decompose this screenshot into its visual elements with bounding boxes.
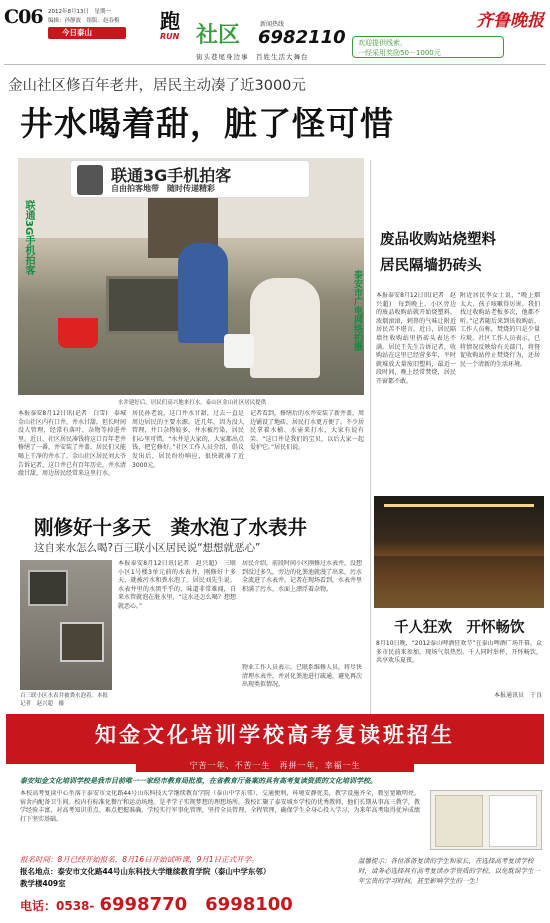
ad-registration-time: 报名时间：8月已经开始报名，8月16日开始试听课，9月1日正式开学。 [20, 855, 259, 864]
side-tag-right: 泰安市广电网络拍摄 [352, 270, 362, 351]
story4-photo [374, 496, 544, 608]
story1-photo-caption: 水井建好后，居民们高兴地来打水。泰山区金山社区居民提供 [117, 400, 267, 406]
run-label: 跑 [160, 9, 180, 33]
photo-red-bucket [58, 318, 98, 348]
community-title: 社区 [196, 23, 241, 48]
story4-headline: 千人狂欢 开怀畅饮 [394, 620, 525, 636]
page-number: C06 [4, 6, 43, 28]
photo-crowd [374, 556, 544, 608]
photo-meter-pit-1 [28, 570, 68, 606]
reward-box [352, 36, 504, 58]
story3-body-a: 本报泰安8月12日讯(记者 赵兴超) 三联小区1号楼3单元前的水表井，刚修好十多天，就被污水和粪水泡了。居民刘先生说，水表井里的水黑乎乎的，味道非常难闻，自来水管就泡在脏水里，“这水还怎么喝？想想就恶心。” [118, 560, 236, 610]
masthead-rule [4, 64, 546, 65]
story2-subhead: 居民隔墙扔砖头 [380, 258, 482, 274]
ad-phone [20, 890, 350, 915]
editor-line: 编辑：孙静波 组版：赵春梅 [48, 18, 120, 24]
side-tag-left: 联通3G手机拍客 [23, 200, 34, 276]
hotline-label: 新闻热线 [260, 21, 285, 28]
right-column-rule [370, 160, 371, 720]
story4-caption: 8月10日晚，“2012泰山啤酒狂欢节”在泰山啤酒广场开幕，众多市民前来参加，现场气氛热烈。千人同时举杯，开怀畅饮，共享欢乐夏夜。 [376, 640, 542, 665]
ad-body: 本校高考复读中心坐落于泰安市文化路44号山东科技大学继续教育学院（泰山中学东邻），交通便利，环境安静优美，教学设施齐全，教室宽敞明亮，宿舍内配备卫生间。校内有标准化餐厅和运动场地。是孝学子实现梦想的理想场所。我校汇聚了泰安城乡学校的优秀教师，他们长期从事高三教学，教学经验丰富，对高考知识重点、难点把握准确。学校实行军事化管理，坚持全员管理、全程管理，确保学生全身心投入学习，为来年高考取得优异成绩打下坚实基础。 [20, 790, 420, 823]
story3-body-b: 居民介绍，前段时间小区刚修过水表井，没想到没过多久，旁边的化粪池就漫了出来，污水全流进了水表井。记者在现场看到，水表井里积满了污水，水面上漂浮着杂物。 [242, 560, 362, 593]
story3-body-c: 物业工作人员表示，已联系维修人员，将尽快清理水表井，并对化粪池进行疏通，避免再次出现类似情况。 [242, 664, 362, 689]
ad-phone-numbers: 6998770 6998100 [99, 894, 293, 915]
photo-lights [384, 504, 534, 507]
story3-photo [20, 560, 112, 690]
story1-headline: 井水喝着甜，脏了怪可惜 [20, 104, 394, 143]
story1-body-col1: 本报泰安8月12日讯(记者 白雪) 泰城金山社区内有口井，井水甘甜，但长时间没人管理，经常有落叶、杂物等掉进井里。近日，社区居民凑钱将这口百年老井修缮了一番，并安装了井盖，居民们又能喝上干净的井水了。金山社区居民刘大爷告诉记者，这口井已有百年历史，井水清澈甘甜，周边居民经常来这里打水。 [18, 410, 126, 478]
reward-line-2: 一经采用奖励50－1000元 [358, 49, 441, 57]
photo-meter-pit-2 [60, 622, 104, 662]
masthead-slogan: 街头巷尾身边事 百姓生活大舞台 [196, 53, 309, 61]
hotline-number: 6982110 [258, 27, 346, 48]
story1-kicker: 金山社区修百年老井，居民主动凑了近3000元 [8, 78, 306, 94]
unicom-phone-icon [77, 165, 103, 195]
story1-body-col2: 居民孙老说，这口井水甘甜，过去一直是周边居民的主要水源。近几年，因为没人管理，井口杂物较多，井水被污染，居民们心里可惜。“水井是大家的，大家都出点钱，把它修好。”社区工作人员介绍，倡议发出后，居民纷纷响应，很快就凑了近3000元。 [132, 410, 244, 469]
ad-slogan: 宁苦一年、不苦一生 再拼一年，幸福一生 [136, 760, 414, 772]
ad-title: 知金文化培训学校高考复读班招生 [95, 722, 455, 747]
story2-headline: 废品收购站烧塑料 [380, 232, 496, 248]
section-tag [48, 27, 126, 39]
unicom-banner-title: 联通3G手机拍客 [111, 166, 232, 185]
ad-banner [6, 714, 544, 764]
story3-headline: 刚修好十多天 粪水泡了水表井 [34, 516, 308, 539]
brand-logo: 齐鲁晚报 [476, 11, 544, 31]
certificate-left [435, 795, 483, 847]
photo-person-right [250, 278, 320, 378]
certificate-right [489, 795, 537, 847]
story2-body-b: 附近居民李女士说，“晚上烟太大，孩子咳嗽得厉害。我们找过收购站老板多次，他都不听。”记者随后来到该收购站，工作人员称，焚烧的只是少量垃圾。社区工作人员表示，已将情况反映给有关部门，将督促收购站停止焚烧行为，还居民一个清新的生活环境。 [460, 292, 540, 368]
ad-intro: 泰安知金文化培训学校是我市目前唯一一家经市教育局批准，在省教育厅备案的具有高考复读资质的文化培训学校。 [20, 777, 377, 785]
ad-certificate-image [430, 790, 542, 850]
run-en: RUN [160, 32, 180, 41]
unicom-banner [70, 160, 310, 198]
ad-registration-room: 教学楼409室 [20, 879, 66, 888]
ad-phone-label: 电话：0538- [20, 899, 95, 913]
reward-line-1: 欢迎提供线索， [358, 39, 407, 47]
story1-body-col3: 记者看到，修缮后的水井安装了新井盖，周边铺设了地砖，居民打水更方便了。不少居民拿着水桶、水壶来打水，大家有说有笑。“这口井是我们的宝贝，以后大家一起爱护它。”居民们说。 [250, 410, 364, 452]
section-tag-label: 今日泰山 [62, 28, 92, 37]
date-line: 2012年8月13日 星期一 [48, 9, 111, 15]
ad-registration-place: 报名地点：泰安市文化路44号山东科技大学继续教育学院（泰山中学东邻） [20, 867, 271, 876]
run-logo [160, 10, 196, 54]
ad-tip: 温馨提示：各位准备复读的学生和家长，在选择高考复读学校时，请务必选择具有高考复读办学资质的学校，以免耽误学生一年宝贵的学习时间，甚至影响学生的一生！ [358, 857, 540, 885]
photo-person-left [178, 243, 228, 343]
photo-bucket [224, 334, 254, 368]
unicom-banner-sub: 自由拍客地带 随时传递精彩 [111, 184, 215, 193]
story3-subhead: 这自来水怎么喝?百三联小区居民说“想想就恶心” [34, 542, 261, 554]
story2-body-a: 本报泰安8月12日讯(记者 赵兴超) 每到晚上，小区旁边的废品收购站就开始烧塑料，浓烟滚滚，刺鼻的气味让附近居民苦不堪言。近日，居民隔墙往收购站里扔砖头表达不满。居民王先生告诉记者，收购站在这里已经营多年，平时就堆放大量废旧塑料，最近一段时间，晚上经常焚烧，居民开窗都不敢。 [376, 292, 456, 385]
story3-photo-caption: 百三联小区水表井被粪水泡着。本报记者 赵兴超 摄 [20, 693, 109, 707]
story4-credit: 本报通讯员 于良 [493, 692, 542, 699]
